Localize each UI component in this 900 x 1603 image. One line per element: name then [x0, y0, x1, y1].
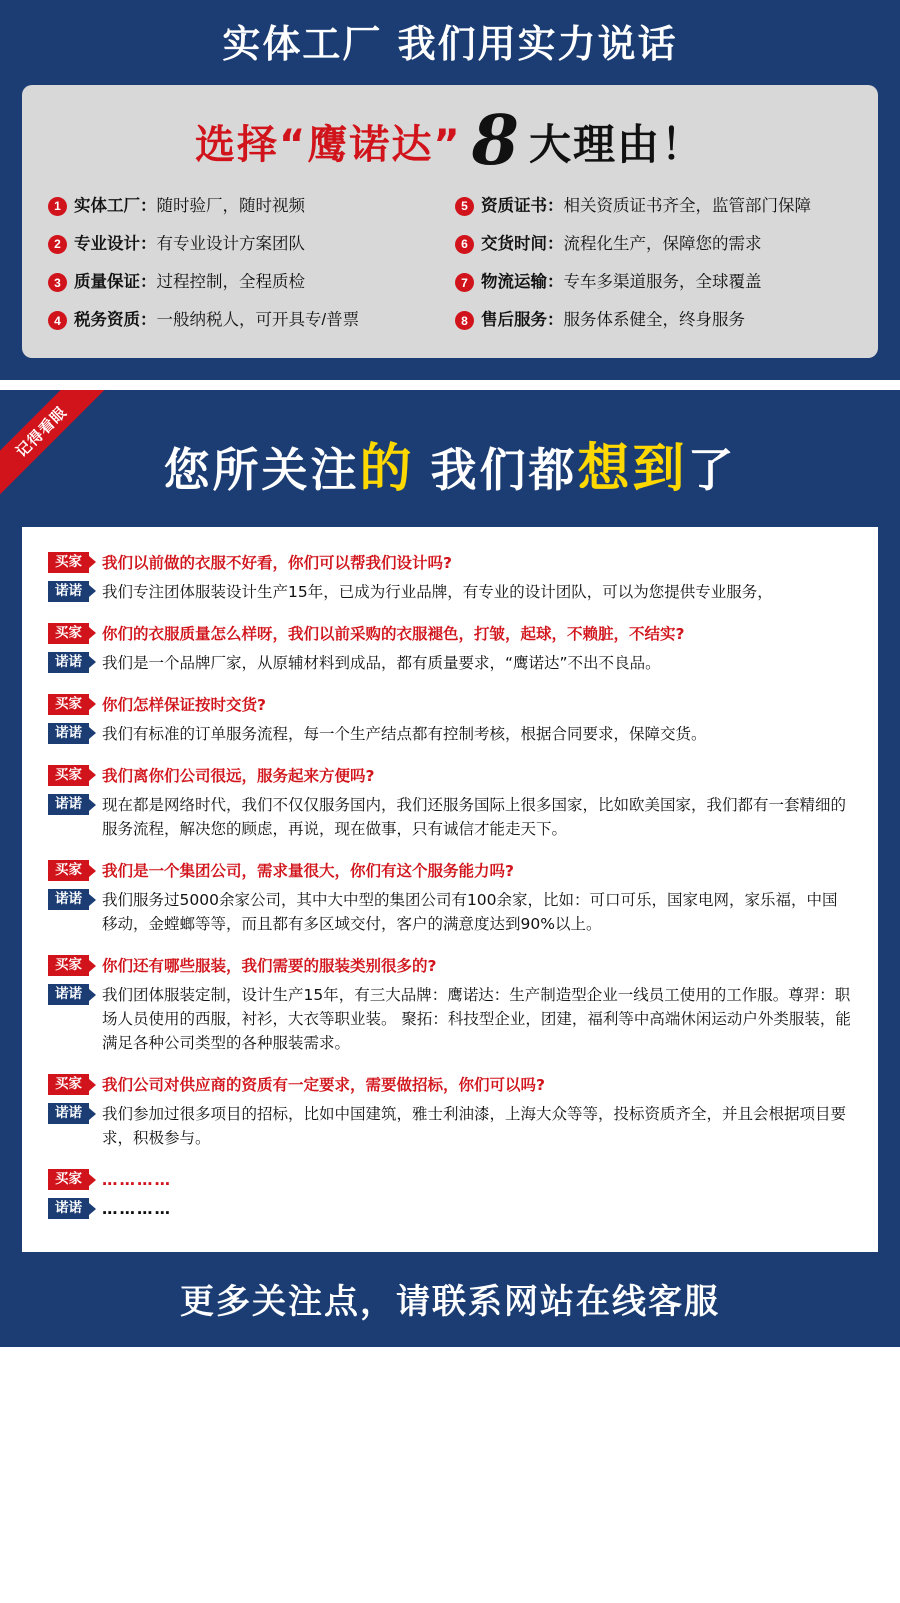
reason-item: [48, 309, 445, 331]
faq-answer: 我们参加过很多项目的招标，比如中国建筑，雅士利油漆，上海大众等等，投标资质齐全，并且会根据项目要求，积极参与。: [102, 1104, 847, 1147]
reasons-card: [22, 85, 878, 357]
seller-tag: 诺诺: [48, 652, 89, 674]
reason-key: 专业设计：: [74, 234, 157, 253]
faq-question-row: [48, 954, 852, 978]
reason-value: 一般纳税人，可开具专/普票: [156, 311, 360, 330]
faq-question-row: [48, 551, 852, 575]
faq-item: [48, 764, 852, 841]
buyer-tag: 买家: [48, 860, 89, 882]
faq-footer-cta[interactable]: 更多关注点，请联系网站在线客服: [180, 1281, 720, 1322]
faq-answer: 我们有标准的订单服务流程，每一个生产结点都有控制考核，根据合同要求，保障交货。: [102, 724, 707, 743]
reason-item: [455, 195, 852, 217]
reason-key: 质量保证：: [74, 273, 157, 292]
faq-answer: 我们团体服装定制，设计生产15年，有三大品牌：鹰诺达：生产制造型企业一线员工使用的工作服。尊羿：职场人员使用的西服，衬衫，大衣等职业装。 聚拓：科技型企业，团建，福利等中高端休闲运动户外类服装，能满足各种公司类型的各种服装需求。: [102, 985, 851, 1052]
faq-answer-row: [48, 983, 852, 1055]
faq-answer: 我们服务过5000余家公司，其中大中型的集团公司有100余家，比如：可口可乐，国家电网，家乐福，中国移动，金螳螂等等，而且都有多区域交付，客户的满意度达到90%以上。: [102, 890, 838, 933]
reasons-title-number: 8: [471, 101, 519, 182]
reason-item: [455, 233, 852, 255]
faq-item: [48, 954, 852, 1055]
reason-value: 随时验厂，随时视频: [156, 196, 305, 215]
buyer-tag: 买家: [48, 694, 89, 716]
faq-item: [48, 551, 852, 604]
faq-answer: 现在都是网络时代，我们不仅仅服务国内，我们还服务国际上很多国家，比如欧美国家，我们都有一套精细的服务流程，解决您的顾虑，再说，现在做事，只有诚信才能走天下。: [102, 795, 847, 838]
faq-question-row: [48, 693, 852, 717]
faq-question: 你们的衣服质量怎么样呀，我们以前采购的衣服褪色，打皱，起球，不赖脏，不结实?: [102, 624, 685, 643]
faq-section: [0, 390, 900, 1347]
faq-title-part5: 了: [687, 442, 737, 497]
faq-question: 我们公司对供应商的资质有一定要求，需要做招标，你们可以吗?: [102, 1075, 545, 1094]
seller-tag: 诺诺: [48, 581, 89, 603]
reason-number-badge: 3: [48, 273, 67, 292]
reasons-grid: [48, 195, 852, 332]
buyer-tag: 买家: [48, 955, 89, 977]
reasons-title: [48, 101, 852, 194]
faq-answer-row: [48, 793, 852, 841]
faq-title-part4: 想到: [577, 438, 688, 499]
reasons-title-red: 选择“鹰诺达”: [195, 122, 462, 169]
reason-value: 专车多渠道服务，全球覆盖: [563, 273, 762, 292]
faq-answer: 我们是一个品牌厂家，从原辅材料到成品，都有质量要求，“鹰诺达”不出不良品。: [102, 653, 661, 672]
faq-card: [22, 527, 878, 1252]
reason-item: [48, 271, 445, 293]
faq-answer-row: [48, 1102, 852, 1150]
faq-answer: …………: [102, 1199, 172, 1218]
corner-ribbon: 记得看眼: [0, 390, 105, 495]
reason-key: 税务资质：: [74, 311, 157, 330]
reason-value: 流程化生产，保障您的需求: [563, 234, 762, 253]
faq-question-row: [48, 1073, 852, 1097]
faq-title-part3: 我们都: [430, 442, 578, 497]
buyer-tag: 买家: [48, 623, 89, 645]
reason-item: [455, 309, 852, 331]
seller-tag: 诺诺: [48, 889, 89, 911]
faq-item: [48, 622, 852, 675]
reason-item: [455, 271, 852, 293]
seller-tag: 诺诺: [48, 1103, 89, 1125]
faq-answer-row: [48, 888, 852, 936]
faq-item: [48, 1168, 852, 1221]
faq-answer-row: [48, 580, 852, 604]
reason-number-badge: 1: [48, 197, 67, 216]
reason-key: 售后服务：: [481, 311, 564, 330]
faq-question: …………: [102, 1170, 172, 1189]
reason-item: [48, 195, 445, 217]
reason-number-badge: 4: [48, 311, 67, 330]
faq-question-row: [48, 1168, 852, 1192]
faq-answer-row: [48, 1197, 852, 1221]
seller-tag: 诺诺: [48, 1198, 89, 1220]
page-title: 实体工厂 我们用实力说话: [222, 22, 678, 66]
seller-tag: 诺诺: [48, 723, 89, 745]
reason-number-badge: 6: [455, 235, 474, 254]
reason-key: 资质证书：: [481, 196, 564, 215]
seller-tag: 诺诺: [48, 794, 89, 816]
faq-question-row: [48, 622, 852, 646]
faq-question-row: [48, 859, 852, 883]
faq-question: 我们是一个集团公司，需求量很大，你们有这个服务能力吗?: [102, 861, 514, 880]
faq-item: [48, 1073, 852, 1150]
reason-value: 相关资质证书齐全，监管部门保障: [563, 196, 811, 215]
reason-number-badge: 2: [48, 235, 67, 254]
reason-number-badge: 8: [455, 311, 474, 330]
reason-key: 物流运输：: [481, 273, 564, 292]
faq-title-part2: 的: [359, 438, 415, 499]
reason-value: 服务体系健全，终身服务: [563, 311, 745, 330]
reason-number-badge: 5: [455, 197, 474, 216]
seller-tag: 诺诺: [48, 984, 89, 1006]
buyer-tag: 买家: [48, 552, 89, 574]
faq-question-row: [48, 764, 852, 788]
reason-value: 过程控制，全程质检: [156, 273, 305, 292]
buyer-tag: 买家: [48, 1169, 89, 1191]
section-divider: [0, 380, 900, 390]
faq-title: [0, 390, 900, 527]
buyer-tag: 买家: [48, 1074, 89, 1096]
eight-reasons-section: [0, 0, 900, 380]
faq-answer: 我们专注团体服装设计生产15年，已成为行业品牌，有专业的设计团队，可以为您提供专业服务，: [102, 582, 773, 601]
faq-question: 我们离你们公司很远，服务起来方便吗?: [102, 766, 375, 785]
reason-item: [48, 233, 445, 255]
faq-question: 我们以前做的衣服不好看，你们可以帮我们设计吗?: [102, 553, 452, 572]
faq-title-part1: 您所关注: [163, 442, 360, 497]
faq-question: 你们怎样保证按时交货?: [102, 695, 266, 714]
faq-item: [48, 693, 852, 746]
reasons-title-black: 大理由！: [528, 119, 705, 169]
reason-key: 交货时间：: [481, 234, 564, 253]
reason-key: 实体工厂：: [74, 196, 157, 215]
faq-item: [48, 859, 852, 936]
buyer-tag: 买家: [48, 765, 89, 787]
faq-answer-row: [48, 651, 852, 675]
faq-answer-row: [48, 722, 852, 746]
reason-value: 有专业设计方案团队: [156, 234, 305, 253]
faq-question: 你们还有哪些服装，我们需要的服装类别很多的?: [102, 956, 437, 975]
reason-number-badge: 7: [455, 273, 474, 292]
